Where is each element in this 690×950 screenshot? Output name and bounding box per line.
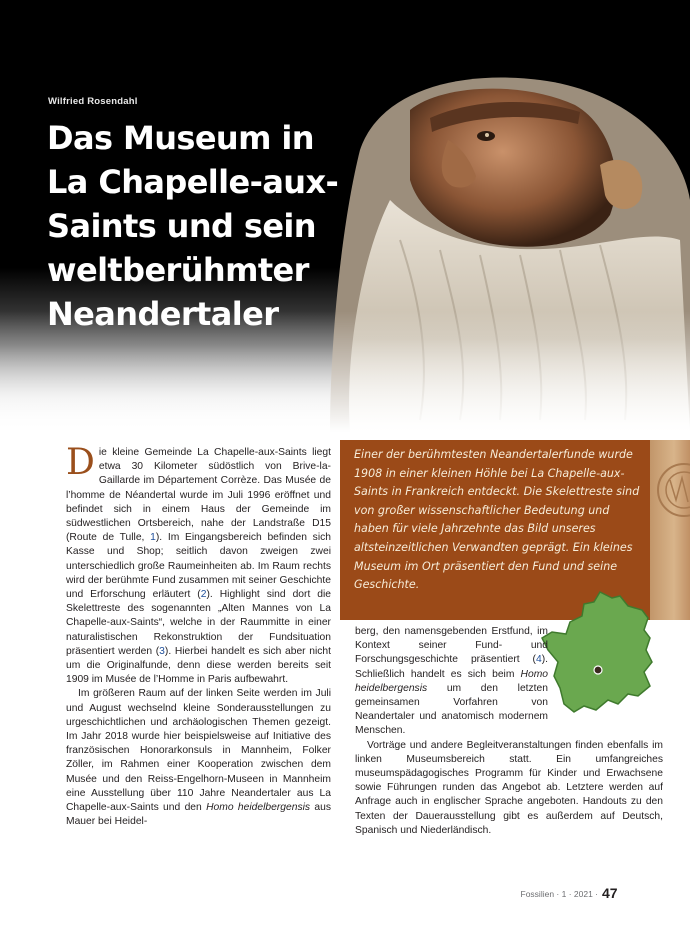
- paragraph-3: [355, 625, 548, 739]
- body-column-right: [355, 625, 663, 838]
- figure-reference[interactable]: 3: [159, 645, 165, 657]
- text-run: ). Highlight sind dort die Skelettreste des sogenannten „Alten Mannes von La Chapelle-aux-Saints“, welche in der Raummitte in einer naturalistischen Rekonstruktion der Fundsituation präsentiert werden (: [66, 589, 331, 657]
- text-run: um den letzten gemeinsamen Vorfahren von Neandertaler und anatomisch modernem Menschen.: [355, 682, 548, 737]
- species-name: Homo heidelbergensis: [355, 668, 548, 694]
- paragraph-2: [66, 687, 331, 829]
- author-name: Wilfried Rosendahl: [48, 96, 138, 107]
- drop-cap: D: [66, 442, 95, 483]
- page-number: 47: [602, 885, 618, 901]
- figure-reference[interactable]: 1: [150, 532, 156, 544]
- body-column-left: [66, 442, 332, 829]
- title-line: Das Museum in: [47, 119, 314, 157]
- paragraph-4: Vorträge und andere Begleitveranstaltungen finden ebenfalls im linken Museumsbereich statt. Ein umfangreiches museumspädagogisches Programm für Kinder und Erwachsene sowie Führungen runden das Angebot ab. Letztere werden auf Anfrage auch in englischer Sprache angeboten. Handouts zu den Texten der Dauerausstellung gibt es außerdem auf Deutsch, Spanisch und Niederländisch.: [355, 739, 663, 836]
- title-line: Saints und sein: [47, 207, 316, 245]
- figure-reference[interactable]: 2: [200, 589, 207, 601]
- title-line: La Chapelle-aux-: [47, 163, 339, 201]
- text-run: ). Schließlich handelt es sich beim: [355, 654, 548, 680]
- paragraph-1: [66, 442, 332, 687]
- text-run: ). Hierbei handelt es sich aber nicht um die Originalfunde, denn diese werden bereits seit 1909 im Musée de l’Homme in Paris aufbewahrt.: [66, 645, 332, 686]
- page-title: [47, 116, 387, 336]
- species-name: Homo heidelbergensis: [206, 802, 311, 814]
- text-run: aus Mauer bei Heidel-: [66, 802, 331, 828]
- journal-footer: Fossilien · 1 · 2021 ·: [520, 889, 598, 899]
- title-line: Neandertaler: [47, 295, 279, 333]
- text-run: ). Im Eingangsbereich befinden sich Kasse und Shop; seitlich davon zweigen zwei unterschiedlich große Raumeinheiten ab. Im Raum rechts wird der berühmte Fund zusammen mit seiner Geschichte und Erforschung erläutert (: [66, 532, 331, 601]
- figure-reference[interactable]: 4: [535, 654, 542, 666]
- intro-text: Einer der berühmtesten Neandertalerfunde wurde 1908 in einer kleinen Höhle bei La Chapelle-aux-Saints in Frankreich entdeckt. Die Skelettreste sind von großer wissenschaftlicher Bedeutung und haben für viele Jahrzehnte das Bild unseres altsteinzeitlichen Verwandten geprägt. Ein kleines Museum im Ort präsentiert den Fund und seine Geschichte.: [354, 448, 640, 592]
- text-run: berg, den namensgebenden Erstfund, im Kontext seiner Fund- und Forschungsgeschichte präsentiert (: [355, 626, 548, 666]
- text-run: Im größeren Raum auf der linken Seite werden im Juli und August wechselnd kleine Sonderausstellungen zu urgeschichtlichen und archäologischen Themen gezeigt. Im Jahr 2018 wurde hier beispielsweise auf Initiative des französischen Honorarkonsuls in Mannheim, Folker Zöller, im Rahmen einer Kooperation zwischen dem Musée und den Reiss-Engelhorn-Museen in Mannheim eine Ausstellung über 110 Jahre Neandertaler aus La Chapelle-aux-Saints und den: [66, 688, 331, 814]
- title-line: weltberühmter: [47, 251, 309, 289]
- title-lines: [47, 119, 338, 333]
- text-run: ie kleine Gemeinde La Chapelle-aux-Saints liegt etwa 30 Kilometer südöstlich von Brive-la-Gaillarde im Département Corrèze. Das Musée de l’homme de Néandertal wurde im Juli 1996 eröffnet und befindet sich in einem Haus der Gemeinde im südwestlichen Ortsbereich, nahe der Landstraße D15 (Route de Tulle,: [66, 447, 331, 544]
